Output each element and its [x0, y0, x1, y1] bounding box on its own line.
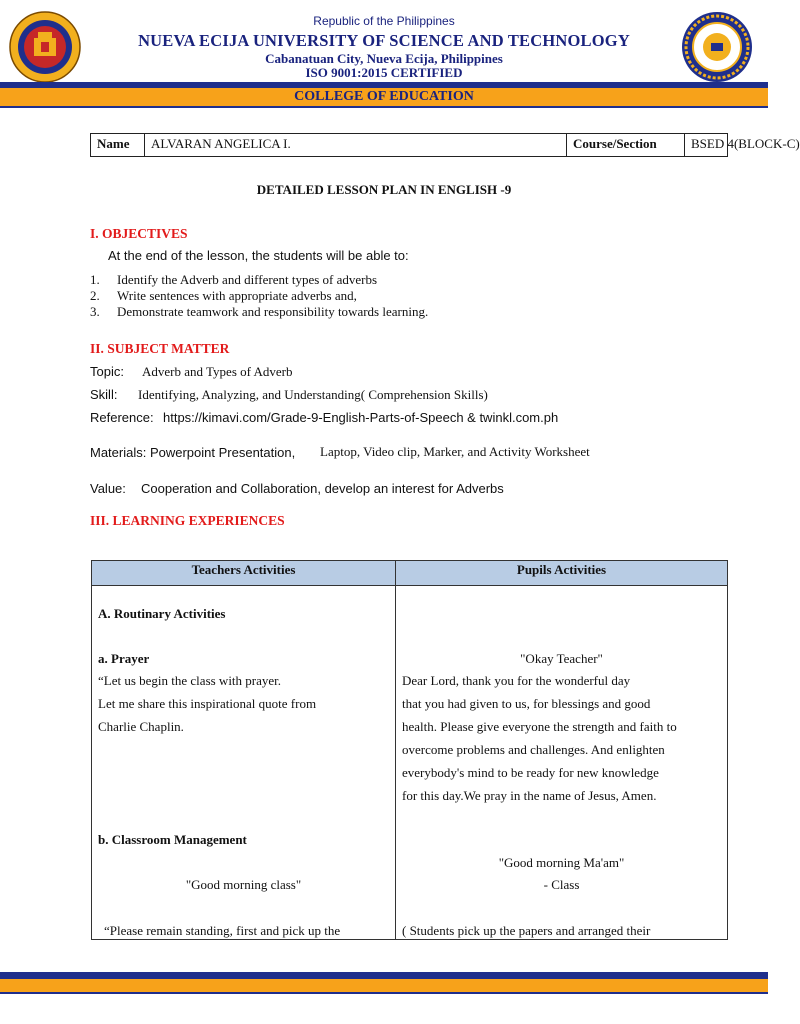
lesson-plan-title: DETAILED LESSON PLAN IN ENGLISH -9 [256, 182, 512, 197]
pupil-prayer-line: health. Please give everyone the strength and faith to [402, 719, 677, 734]
col-teacher-activities: Teachers Activities [191, 562, 296, 577]
reference-value: https://kimavi.com/Grade-9-English-Parts-of-Speech & twinkl.com.ph [163, 410, 559, 425]
routinary-activities-heading: A. Routinary Activities [98, 606, 226, 621]
neust-seal-icon [8, 10, 82, 84]
pupil-okay-teacher: "Okay Teacher" [520, 651, 603, 666]
skill-value: Identifying, Analyzing, and Understanding( Comprehension Skills) [138, 387, 488, 402]
footer-band-blue [0, 972, 768, 979]
header-band-line [0, 106, 768, 108]
pupil-greeting: "Good morning Ma'am" [498, 855, 625, 870]
value-label: Value: [90, 481, 126, 496]
college-of-education-seal-icon [680, 10, 754, 84]
course-label: Course/Section [567, 134, 685, 156]
subject-matter-heading: II. SUBJECT MATTER [90, 341, 230, 356]
objective-num-3: 3. [90, 304, 100, 319]
objective-num-1: 1. [90, 272, 100, 287]
value-text: Cooperation and Collaboration, develop an interest for Adverbs [141, 481, 504, 496]
header-college: COLLEGE OF EDUCATION [294, 89, 474, 104]
name-label: Name [91, 134, 145, 156]
footer-band-orange [0, 979, 768, 992]
reference-label: Reference: [90, 410, 154, 425]
pupil-prayer-line: Dear Lord, thank you for the wonderful day [402, 673, 631, 688]
skill-label: Skill: [90, 387, 118, 402]
materials-value: Laptop, Video clip, Marker, and Activity Worksheet [320, 444, 590, 459]
pupil-class: - Class [543, 877, 580, 892]
header-republic: Republic of the Philippines [313, 14, 455, 28]
header-university: NUEVA ECIJA UNIVERSITY OF SCIENCE AND TECHNOLOGY [138, 31, 630, 50]
objective-item-2: Write sentences with appropriate adverbs and, [117, 288, 357, 303]
teacher-prayer-line: “Let us begin the class with prayer. [98, 673, 282, 688]
objective-item-1: Identify the Adverb and different types of adverbs [117, 272, 378, 287]
objectives-heading: I. OBJECTIVES [90, 226, 188, 241]
objectives-intro: At the end of the lesson, the students will be able to: [108, 248, 409, 263]
objective-item-3: Demonstrate teamwork and responsibility towards learning. [117, 304, 429, 319]
pupil-prayer-line: that you had given to us, for blessings and good [402, 696, 651, 711]
classroom-management-heading: b. Classroom Management [98, 832, 247, 847]
header-iso: ISO 9001:2015 CERTIFIED [305, 65, 463, 80]
objective-num-2: 2. [90, 288, 100, 303]
name-value: ALVARAN ANGELICA I. [145, 134, 567, 156]
topic-label: Topic: [90, 364, 124, 379]
header-city: Cabanatuan City, Nueva Ecija, Philippines [265, 51, 503, 66]
col-pupil-activities: Pupils Activities [516, 562, 607, 577]
teacher-prayer-line: Charlie Chaplin. [98, 719, 184, 734]
student-info-table [90, 133, 800, 157]
teacher-remain-standing: “Please remain standing, first and pick up the [104, 923, 341, 938]
activities-table [91, 560, 728, 940]
prayer-heading: a. Prayer [98, 651, 150, 666]
teacher-greeting: "Good morning class" [185, 877, 302, 892]
course-value: BSED 4(BLOCK-C) [691, 136, 800, 151]
teacher-prayer-line: Let me share this inspirational quote from [98, 696, 317, 711]
pupil-prayer-line: overcome problems and challenges. And enlighten [402, 742, 665, 757]
pupil-prayer-line: everybody's mind to be ready for new knowledge [402, 765, 659, 780]
materials-label: Materials: Powerpoint Presentation, [90, 445, 296, 460]
footer-band-line [0, 992, 768, 994]
learning-experiences-heading: III. LEARNING EXPERIENCES [90, 513, 285, 528]
pupil-prayer-line: for this day.We pray in the name of Jesus, Amen. [402, 788, 657, 803]
topic-value: Adverb and Types of Adverb [142, 364, 293, 379]
pupil-pick-up-papers: ( Students pick up the papers and arranged their [402, 923, 651, 938]
